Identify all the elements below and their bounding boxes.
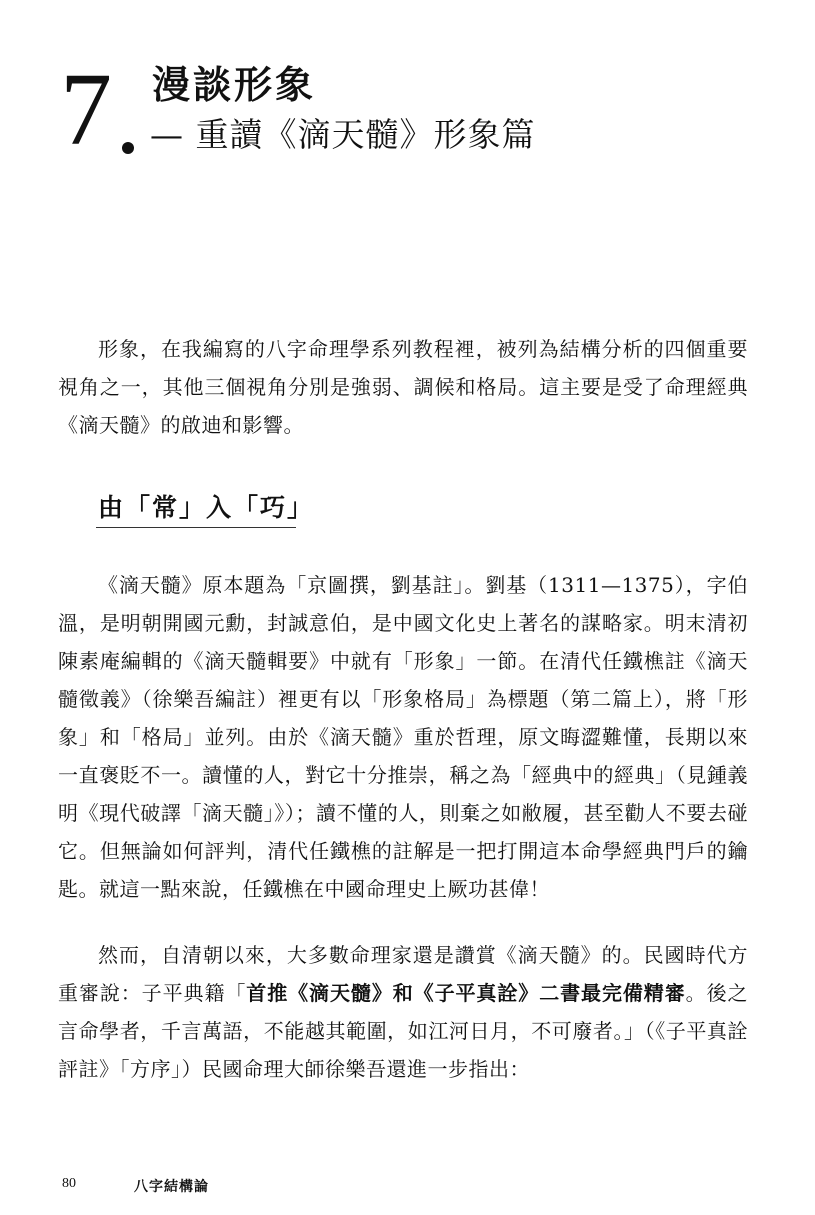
chapter-number: 7 [60,52,110,167]
page-number: 80 [62,1176,76,1191]
chapter-title: 漫談形象 [152,62,317,107]
paragraph3-before: 然而，自清朝以來，大多數命理家還是讚賞《滴天髓》的。民國時代方重審說：子平典籍「 [58,943,748,1005]
book-title: 八字結構論 [134,1179,209,1195]
body-paragraph-3 [58,936,748,1088]
paragraph3-emphasis: 首推《滴天髓》和《子平真詮》二書最完備精審 [246,981,686,1005]
intro-paragraph: 形象，在我編寫的八字命理學系列教程裡，被列為結構分析的四個重要視角之一，其他三個視角分別是強弱、調候和格局。這主要是受了命理經典《滴天髓》的啟迪和影響。 [58,337,748,437]
chapter-number-dot [122,142,134,154]
body-paragraph-2: 《滴天髓》原本題為「京圖撰，劉基註」。劉基（1311—1375），字伯溫，是明朝開國元勳，封誠意伯，是中國文化史上著名的謀略家。明末清初陳素庵編輯的《滴天髓輯要》中就有「形象」一節。在清代任鐵樵註《滴天髓徵義》（徐樂吾編註）裡更有以「形象格局」為標題（第二篇上），將「形象」和「格局」並列。由於《滴天髓》重於哲理，原文晦澀難懂，長期以來一直褒貶不一。讀懂的人，對它十分推崇，稱之為「經典中的經典」（見鍾義明《現代破譯「滴天髓」》）；讀不懂的人，則棄之如敝履，甚至勸人不要去碰它。但無論如何評判，清代任鐵樵的註解是一把打開這本命學經典門戶的鑰匙。就這一點來說，任鐵樵在中國命理史上厥功甚偉！ [58,573,748,901]
chapter-subtitle: — 重讀《滴天髓》形象篇 [150,115,536,154]
paragraph3-after: 。後之言命學者，千言萬語，不能越其範圍，如江河日月，不可廢者。」（《子平真詮評註》「方序」）民國命理大師徐樂吾還進一步指出： [58,981,748,1081]
section-heading-underline [96,527,296,528]
section-heading: 由「常」入「巧」 [98,493,315,522]
